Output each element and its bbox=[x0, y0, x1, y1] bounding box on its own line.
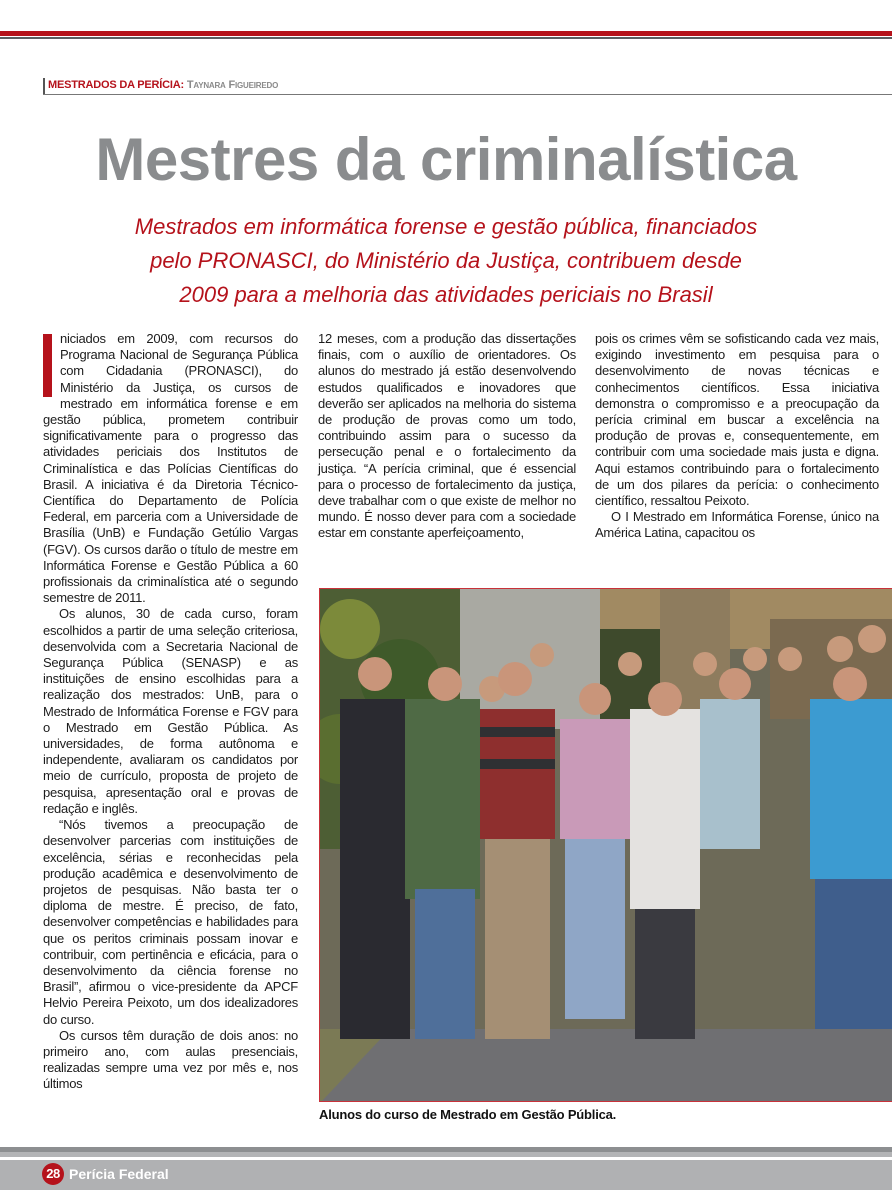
footer-rule-light bbox=[0, 1152, 892, 1157]
paragraph-text: niciados em 2009, com recursos do Programa Nacional de Segurança Pública com Cidadania (PRONASCI), do Ministério da Justiça, os cursos de mestrado em informática forense e em gestão pública, prometem contribuir significativamente para o progresso das atividades periciais dos Institutos de Criminalística e das Polícias Científicas do Brasil. A iniciativa é da Diretoria Técnico- Científica do Departamento de Polícia Federal, em parceria com a Universidade de Brasília (UnB) e Fundação Getúlio Vargas (FGV). Os cursos darão o título de mestre em Informática Forense e Gestão Pública a 60 profissionais da criminalística até o segundo semestre de 2011. bbox=[43, 331, 298, 606]
drop-cap-bar bbox=[43, 334, 52, 397]
subtitle-line: 2009 para a melhoria das atividades periciais no Brasil bbox=[179, 282, 713, 307]
top-red-rule bbox=[0, 31, 892, 36]
photo-caption: Alunos do curso de Mestrado em Gestão Pública. bbox=[319, 1107, 617, 1122]
paragraph: Os cursos têm duração de dois anos: no primeiro ano, com aulas presenciais, realizadas sempre uma vez por mês e, nos últimos bbox=[43, 1027, 298, 1092]
paragraph bbox=[43, 331, 298, 606]
article-title: Mestres da criminalística bbox=[95, 126, 797, 193]
text-column-3 bbox=[595, 331, 879, 542]
group-photo-illustration bbox=[320, 589, 892, 1102]
section-header bbox=[43, 78, 278, 94]
top-gray-rule bbox=[0, 37, 892, 39]
page-number-badge: 28 bbox=[42, 1163, 64, 1185]
paragraph: “Nós tivemos a preocupação de desenvolver parcerias com instituições de excelência, sérias e reconhecidas pela produção acadêmica e desenvolvimento de projetos de pesquisas. Não basta ter o diploma de mestre. É preciso, de fato, desenvolver competências e habilidades para que os peritos criminais possam inovar e contribuir, com pertinência e eficácia, para o desenvolvimento da ciência forense no Brasil”, afirmou o vice-presidente da APCF Helvio Pereira Peixoto, um dos idealizadores do curso. bbox=[43, 817, 298, 1027]
magazine-name: Perícia Federal bbox=[69, 1166, 169, 1182]
paragraph: 12 meses, com a produção das dissertações finais, com o auxílio de orientadores. Os alunos do mestrado já estão desenvolvendo estudos qualificados e inovadores que deverão ser aplicados na melhoria do sistema de produção de provas como um todo, contribuindo assim para o sucesso da persecução penal e o fortalecimento da justiça. “A perícia criminal, que é essencial para o processo de fortalecimento da justiça, deve trabalhar com o que existe de melhor no mundo. É nosso dever para com a sociedade estar em constante aperfeiçoamento, bbox=[318, 331, 576, 541]
subtitle-line: Mestrados em informática forense e gestão pública, financiados bbox=[134, 214, 758, 239]
paragraph: Os alunos, 30 de cada curso, foram escolhidos a partir de uma seleção criteriosa, desenvolvida com a Secretaria Nacional de Segurança Pública (SENASP) e as instituições de ensino escolhidas para a realização dos mestrados: UnB, para o Mestrado de Informática Forense e FGV para o Mestrado em Gestão Pública. As universidades, de forma autônoma e independente, avaliaram os candidatos por meio de currículo, proposta de projeto de pesquisa, apresentação oral e provas de redação e inglês. bbox=[43, 606, 298, 816]
article-subtitle bbox=[60, 210, 832, 312]
paragraph: pois os crimes vêm se sofisticando cada vez mais, exigindo investimento em pesquisa para o desenvolvimento de novas técnicas e conhecimentos científicos. Essa iniciativa demonstra o compromisso e a preocupação da perícia criminal em buscar a excelência na produção de provas e, consequentemente, em contribuir com uma sociedade mais justa e digna. Aqui estamos contribuindo para o fortalecimento de um dos pilares da perícia: o conhecimento científico, ressaltou Peixoto. bbox=[595, 331, 879, 509]
section-label: MESTRADOS DA PERÍCIA: bbox=[48, 79, 184, 91]
group-photo bbox=[319, 588, 892, 1102]
text-column-2 bbox=[318, 331, 576, 542]
paragraph: O I Mestrado em Informática Forense, único na América Latina, capacitou os bbox=[595, 509, 879, 541]
text-column-1 bbox=[43, 331, 298, 1093]
subtitle-line: pelo PRONASCI, do Ministério da Justiça, contribuem desde bbox=[150, 248, 742, 273]
author-name: Taynara Figueiredo bbox=[186, 79, 279, 91]
section-underline bbox=[43, 94, 892, 95]
